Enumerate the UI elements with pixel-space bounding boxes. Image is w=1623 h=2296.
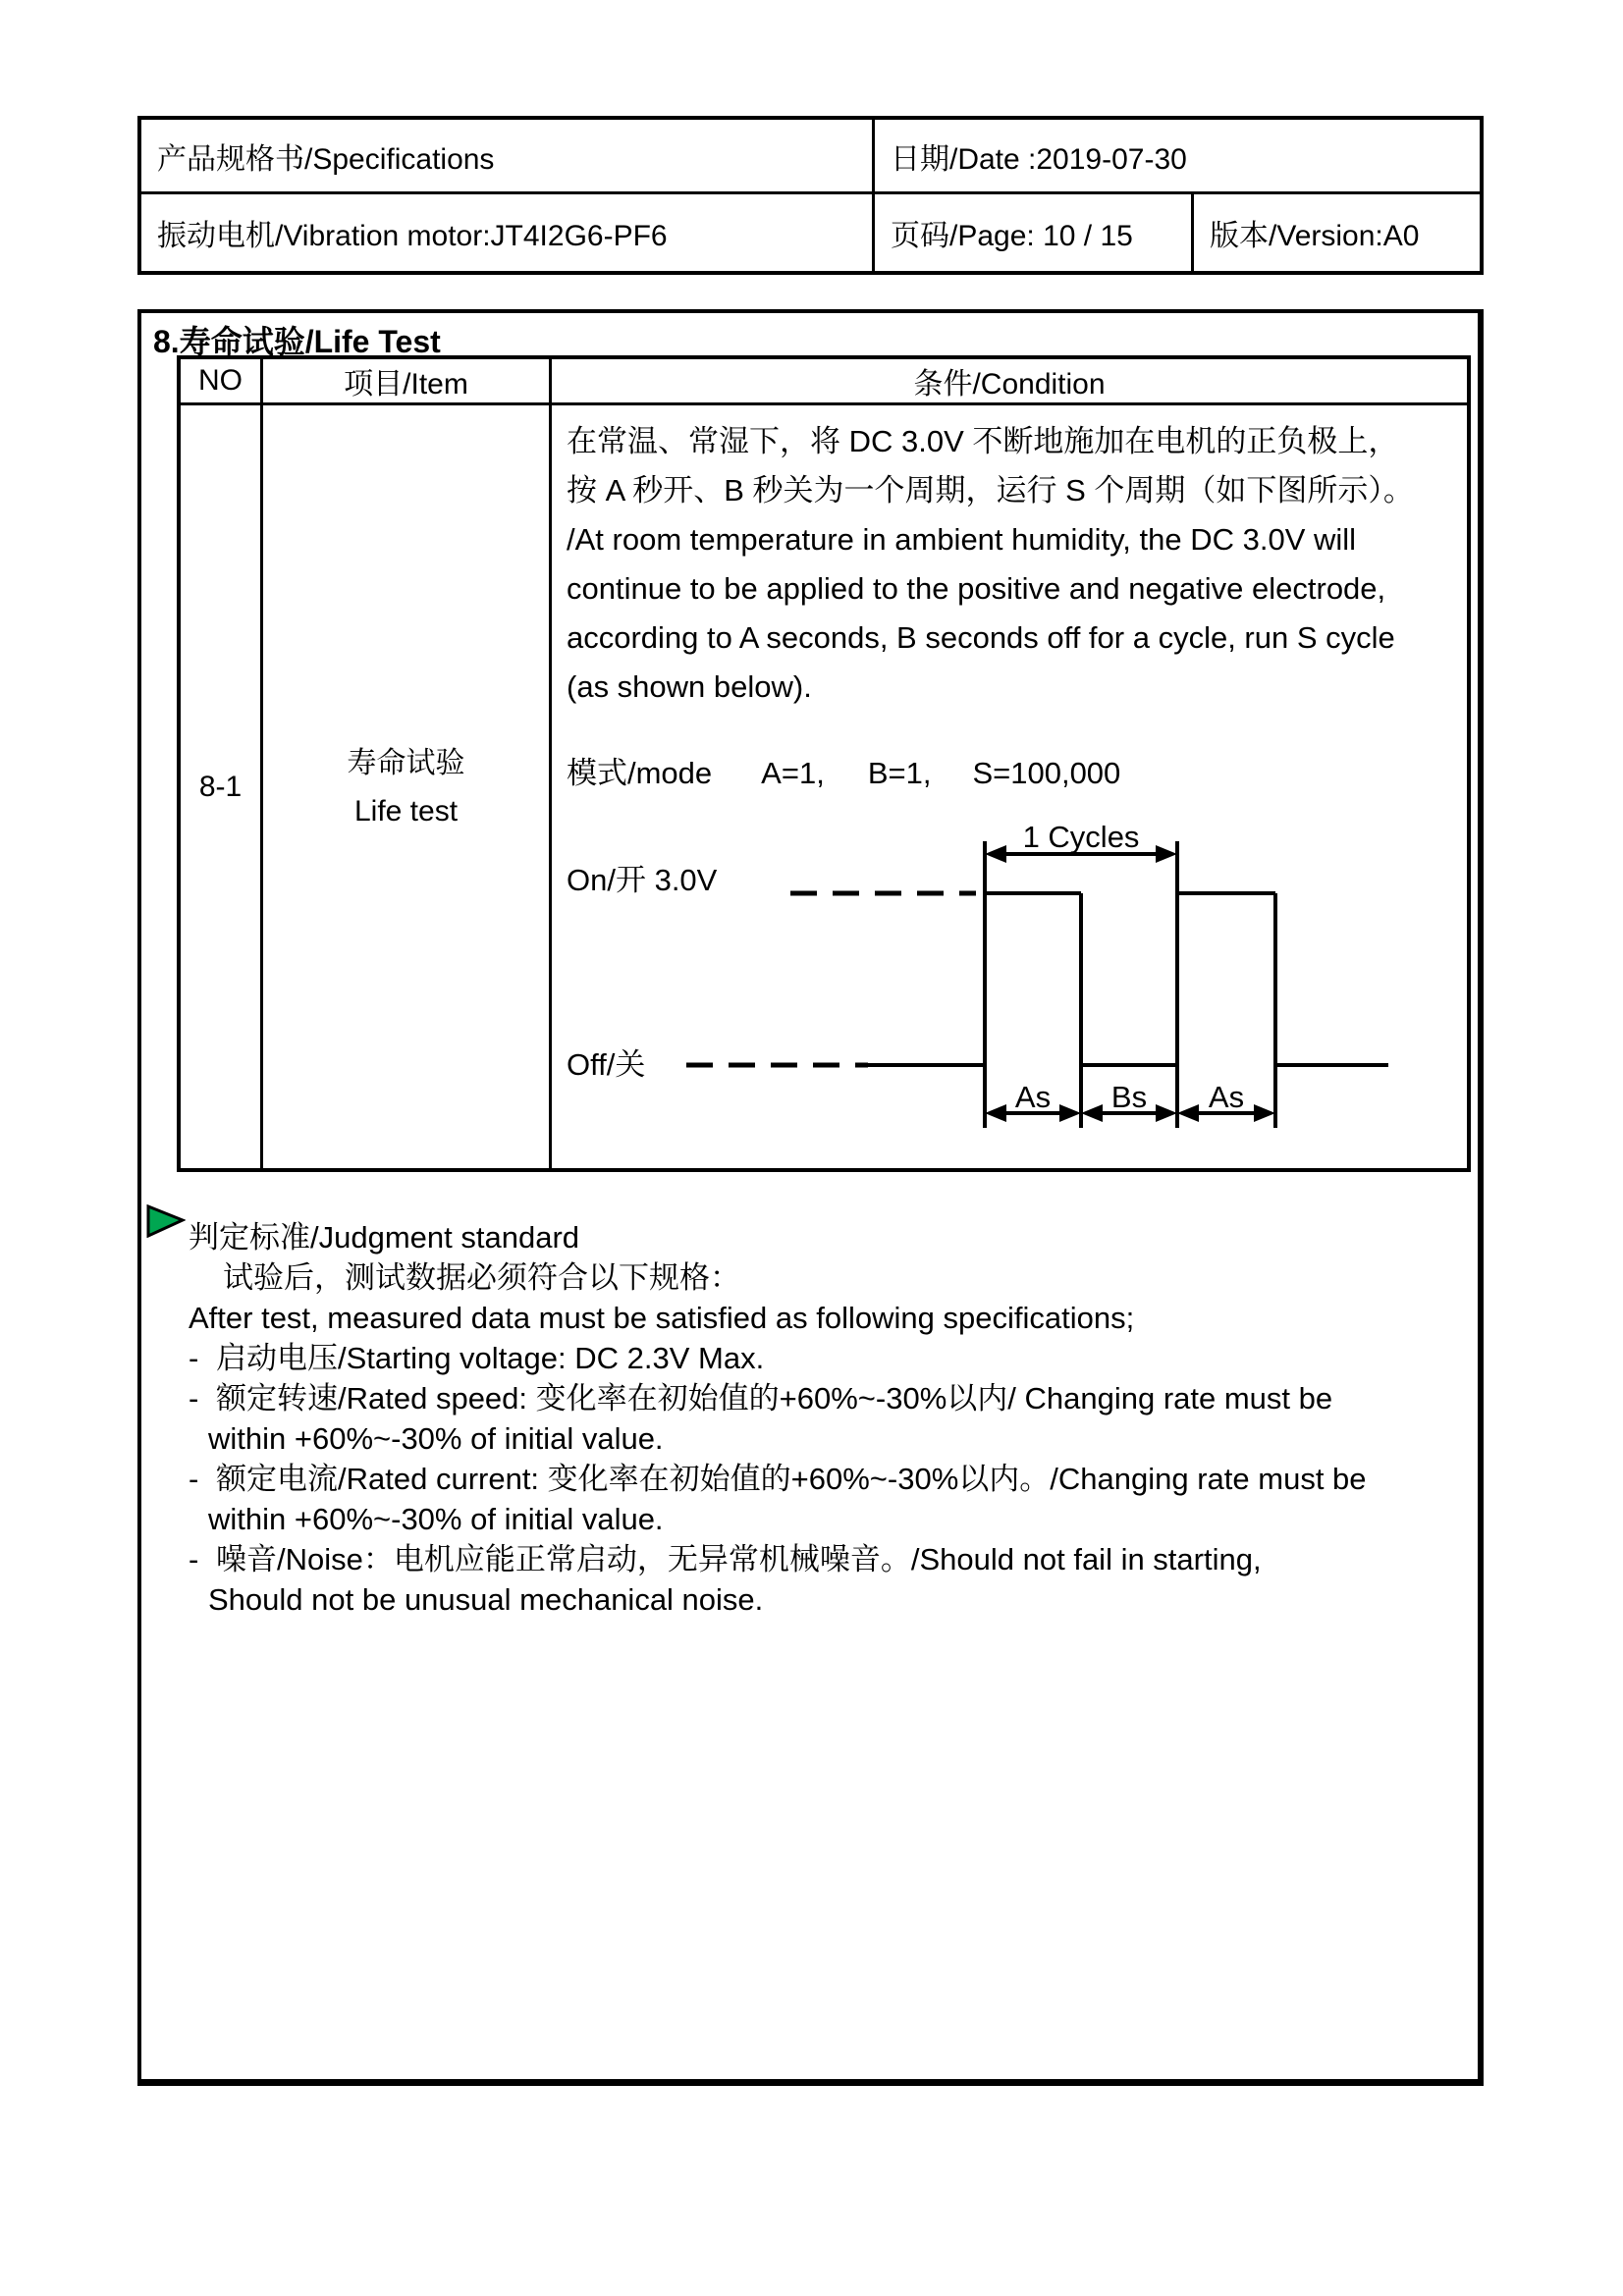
mode-line [567, 748, 1120, 792]
condition-text [567, 417, 1414, 712]
judgment-line-cn: 试验后，测试数据必须符合以下规格： [223, 1260, 740, 1295]
version-cell [1194, 194, 1480, 271]
dash-bullet: - [189, 1542, 199, 1576]
dash-bullet: - [189, 1381, 199, 1415]
motor-model-text: 振动电机/Vibration motor:JT4I2G6-PF6 [157, 220, 668, 252]
motor-model-cell [141, 194, 875, 271]
item-name-en: Life test [353, 794, 459, 828]
judgment-item-rated-current: - 额定电流/Rated current: 变化率在初始值的+60%~-30%以内。/Changing rate must be [189, 1459, 1367, 1499]
judgment-block [189, 1217, 1367, 1620]
date-text: 日期/Date :2019-07-30 [891, 142, 1187, 176]
spec-title-cell [141, 120, 875, 191]
row-item-cell [263, 405, 552, 1168]
green-triangle-icon [146, 1204, 186, 1238]
cycle-label: 1 Cycles [1022, 820, 1140, 854]
mode-value-s: S=100,000 [972, 756, 1121, 790]
on-level-label: On/开 3.0V [567, 863, 718, 897]
doc-header-row-2 [141, 194, 1480, 271]
life-test-table [177, 355, 1471, 1172]
page-number-cell [875, 194, 1194, 271]
item-name-cn: 寿命试验 [347, 746, 465, 779]
interval-label-as-1: As [1014, 1080, 1052, 1114]
interval-label-bs: Bs [1110, 1080, 1148, 1114]
mode-label: 模式/mode [567, 756, 713, 790]
waveform-diagram [552, 820, 1461, 1163]
table-header-condition: 条件/Condition [552, 359, 1467, 405]
row-condition-cell [552, 405, 1467, 1168]
table-header-item: 项目/Item [263, 359, 552, 405]
cycle-arrow [985, 820, 1177, 863]
version-text: 版本/Version:A0 [1210, 220, 1420, 252]
judgment-heading: 判定标准/Judgment standard [189, 1220, 580, 1255]
condition-line: 按 A 秒开、B 秒关为一个周期，运行 S 个周期（如下图所示）。 [567, 473, 1414, 507]
dash-bullet: - [189, 1341, 199, 1375]
judgment-item-starting-voltage: - 启动电压/Starting voltage: DC 2.3V Max. [189, 1338, 1367, 1378]
off-level-label: Off/关 [567, 1047, 646, 1082]
judgment-item-rated-current-cont: within +60%~-30% of initial value. [208, 1502, 664, 1536]
section-title: 8.寿命试验/Life Test [153, 324, 441, 359]
condition-line: /At room temperature in ambient humidity, the DC 3.0V will [567, 522, 1357, 557]
interval-label-as-2: As [1208, 1080, 1245, 1114]
spec-title-text: 产品规格书/Specifications [157, 142, 495, 176]
condition-line: 在常温、常湿下，将 DC 3.0V 不断地施加在电机的正负极上， [567, 424, 1399, 458]
judgment-item-rated-speed-cont: within +60%~-30% of initial value. [208, 1421, 664, 1456]
judgment-item-rated-speed: - 额定转速/Rated speed: 变化率在初始值的+60%~-30%以内/ Changing rate must be [189, 1378, 1367, 1418]
condition-line: according to A seconds, B seconds off for a cycle, run S cycle [567, 620, 1395, 655]
dash-bullet: - [189, 1462, 199, 1496]
mode-value-a: A=1, [761, 756, 825, 790]
condition-line: continue to be applied to the positive and negative electrode, [567, 571, 1386, 606]
judgment-line-en: After test, measured data must be satisfied as following specifications; [189, 1301, 1135, 1335]
life-test-section [137, 309, 1484, 2086]
date-cell [875, 120, 1480, 191]
judgment-item-noise-cont: Should not be unusual mechanical noise. [208, 1582, 764, 1617]
interval-arrows [985, 1080, 1275, 1122]
page-number-text: 页码/Page: 10 / 15 [891, 220, 1133, 252]
condition-line: (as shown below). [567, 669, 812, 704]
mode-value-b: B=1, [867, 756, 932, 790]
doc-header-table [137, 116, 1484, 275]
judgment-item-noise: - 噪音/Noise：电机应能正常启动，无异常机械噪音。/Should not fail in starting, [189, 1539, 1367, 1579]
table-header-no: NO [181, 359, 263, 405]
doc-header-row-1 [141, 120, 1480, 194]
dashed-level-lines [686, 893, 976, 1065]
row-no: 8-1 [181, 405, 263, 1168]
